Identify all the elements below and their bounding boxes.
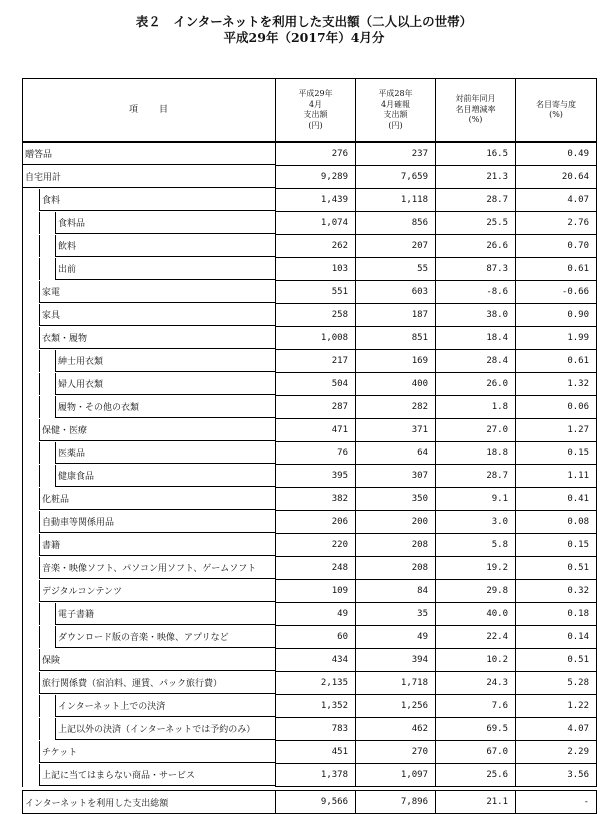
row-label-cell bbox=[23, 396, 276, 419]
cell-contribution: 1.22 bbox=[516, 695, 597, 718]
indent-guide bbox=[23, 488, 40, 510]
indent-guide bbox=[40, 603, 56, 625]
table-row bbox=[23, 695, 597, 718]
cell-yoy-rate: -8.6 bbox=[436, 281, 516, 304]
cell-2017-amount: 1,439 bbox=[276, 189, 356, 212]
cell-contribution: 0.51 bbox=[516, 649, 597, 672]
label-inner bbox=[23, 557, 275, 579]
label-inner bbox=[23, 143, 275, 165]
cell-contribution: 20.64 bbox=[516, 166, 597, 189]
cell-yoy-rate: 69.5 bbox=[436, 718, 516, 741]
label-inner bbox=[23, 189, 275, 211]
indent-guide bbox=[23, 695, 40, 717]
table-row bbox=[23, 580, 597, 603]
label-inner bbox=[23, 327, 275, 349]
header-line: 平成28年 bbox=[378, 89, 413, 98]
cell-2017-amount: 434 bbox=[276, 649, 356, 672]
indent-guide bbox=[23, 258, 40, 280]
cell-contribution: 2.29 bbox=[516, 741, 597, 764]
cell-2017-amount: 1,378 bbox=[276, 764, 356, 787]
cell-2016-amount: 350 bbox=[356, 488, 436, 511]
table-row bbox=[23, 396, 597, 419]
cell-2017-amount: 262 bbox=[276, 235, 356, 258]
table-row bbox=[23, 304, 597, 327]
indent-guide bbox=[23, 212, 40, 234]
row-label-cell bbox=[23, 373, 276, 396]
label-inner bbox=[23, 580, 275, 602]
header-line: (円) bbox=[388, 120, 403, 130]
cell-contribution: 4.07 bbox=[516, 718, 597, 741]
label-inner bbox=[23, 350, 275, 372]
label-inner bbox=[23, 235, 275, 257]
row-label-cell bbox=[23, 580, 276, 603]
header-2017-amount bbox=[276, 79, 356, 143]
header-item: 項 目 bbox=[23, 79, 276, 143]
total-2017: 9,566 bbox=[276, 791, 356, 814]
cell-yoy-rate: 10.2 bbox=[436, 649, 516, 672]
cell-2017-amount: 504 bbox=[276, 373, 356, 396]
cell-2017-amount: 220 bbox=[276, 534, 356, 557]
cell-yoy-rate: 7.6 bbox=[436, 695, 516, 718]
cell-2017-amount: 276 bbox=[276, 142, 356, 166]
label-inner bbox=[23, 281, 275, 303]
cell-contribution: 0.51 bbox=[516, 557, 597, 580]
label-inner bbox=[23, 764, 275, 786]
table-row bbox=[23, 465, 597, 488]
indent-guide bbox=[23, 304, 40, 326]
cell-contribution: 4.07 bbox=[516, 189, 597, 212]
row-label: デジタルコンテンツ bbox=[40, 580, 275, 602]
cell-contribution: 5.28 bbox=[516, 672, 597, 695]
cell-2017-amount: 60 bbox=[276, 626, 356, 649]
cell-2017-amount: 395 bbox=[276, 465, 356, 488]
header-line: 支出額 bbox=[383, 110, 408, 119]
indent-guide bbox=[23, 764, 40, 786]
table-row bbox=[23, 419, 597, 442]
header-line: (%) bbox=[468, 115, 483, 125]
row-label: 家電 bbox=[40, 281, 275, 303]
cell-2016-amount: 169 bbox=[356, 350, 436, 373]
row-label: 紳士用衣類 bbox=[56, 350, 275, 372]
row-label: 保険 bbox=[40, 649, 275, 671]
table-row bbox=[23, 212, 597, 235]
cell-yoy-rate: 27.0 bbox=[436, 419, 516, 442]
cell-yoy-rate: 38.0 bbox=[436, 304, 516, 327]
header-line: 4月確報 bbox=[380, 99, 411, 109]
label-inner bbox=[23, 419, 275, 441]
cell-2016-amount: 371 bbox=[356, 419, 436, 442]
cell-2017-amount: 103 bbox=[276, 258, 356, 281]
header-2016-amount bbox=[356, 79, 436, 143]
cell-2016-amount: 35 bbox=[356, 603, 436, 626]
indent-guide bbox=[23, 442, 40, 464]
cell-2017-amount: 258 bbox=[276, 304, 356, 327]
cell-contribution: 1.11 bbox=[516, 465, 597, 488]
indent-guide bbox=[40, 258, 56, 280]
cell-2017-amount: 1,074 bbox=[276, 212, 356, 235]
cell-2017-amount: 1,008 bbox=[276, 327, 356, 350]
header-line: 支出額 bbox=[303, 110, 328, 119]
cell-2016-amount: 851 bbox=[356, 327, 436, 350]
table-row bbox=[23, 442, 597, 465]
row-label-cell bbox=[23, 534, 276, 557]
label-inner bbox=[23, 695, 275, 717]
row-label-cell bbox=[23, 304, 276, 327]
cell-2016-amount: 462 bbox=[356, 718, 436, 741]
total-row bbox=[23, 791, 597, 814]
cell-contribution: 0.15 bbox=[516, 534, 597, 557]
cell-2016-amount: 1,718 bbox=[356, 672, 436, 695]
indent-guide bbox=[23, 557, 40, 579]
indent-guide bbox=[40, 212, 56, 234]
cell-yoy-rate: 26.0 bbox=[436, 373, 516, 396]
row-label: 音楽・映像ソフト、パソコン用ソフト、ゲームソフト bbox=[40, 557, 275, 579]
cell-2017-amount: 206 bbox=[276, 511, 356, 534]
cell-yoy-rate: 26.6 bbox=[436, 235, 516, 258]
indent-guide bbox=[23, 235, 40, 257]
label-inner bbox=[23, 442, 275, 464]
header-line: 対前年同月 bbox=[455, 94, 496, 104]
label-inner bbox=[23, 258, 275, 280]
indent-guide bbox=[23, 534, 40, 556]
cell-contribution: 0.18 bbox=[516, 603, 597, 626]
cell-2016-amount: 200 bbox=[356, 511, 436, 534]
row-label-cell bbox=[23, 419, 276, 442]
table-row bbox=[23, 718, 597, 741]
label-inner bbox=[23, 373, 275, 395]
header-line: (円) bbox=[308, 120, 323, 130]
cell-yoy-rate: 5.8 bbox=[436, 534, 516, 557]
row-label-cell bbox=[23, 603, 276, 626]
cell-yoy-rate: 87.3 bbox=[436, 258, 516, 281]
row-label: 飲料 bbox=[56, 235, 275, 257]
indent-guide bbox=[23, 465, 40, 487]
row-label-cell bbox=[23, 718, 276, 741]
row-label-cell bbox=[23, 649, 276, 672]
row-label-cell bbox=[23, 166, 276, 189]
cell-yoy-rate: 18.4 bbox=[436, 327, 516, 350]
cell-contribution: 3.56 bbox=[516, 764, 597, 787]
cell-contribution: 0.06 bbox=[516, 396, 597, 419]
table-row bbox=[23, 764, 597, 787]
indent-guide bbox=[23, 396, 40, 418]
cell-2017-amount: 248 bbox=[276, 557, 356, 580]
row-label: 医薬品 bbox=[56, 442, 275, 464]
row-label: 食料 bbox=[40, 189, 275, 211]
label-inner bbox=[23, 534, 275, 556]
indent-guide bbox=[40, 465, 56, 487]
cell-yoy-rate: 28.7 bbox=[436, 465, 516, 488]
row-label-cell bbox=[23, 511, 276, 534]
table-row bbox=[23, 281, 597, 304]
table-row bbox=[23, 373, 597, 396]
row-label: 贈答品 bbox=[23, 143, 275, 165]
row-label-cell bbox=[23, 626, 276, 649]
row-label: インターネット上での決済 bbox=[56, 695, 275, 717]
table-row bbox=[23, 189, 597, 212]
cell-contribution: 0.61 bbox=[516, 350, 597, 373]
indent-guide bbox=[40, 626, 56, 648]
cell-2016-amount: 49 bbox=[356, 626, 436, 649]
cell-yoy-rate: 29.8 bbox=[436, 580, 516, 603]
cell-yoy-rate: 21.3 bbox=[436, 166, 516, 189]
table-row bbox=[23, 649, 597, 672]
cell-2016-amount: 237 bbox=[356, 142, 436, 166]
table-row bbox=[23, 235, 597, 258]
label-inner bbox=[23, 488, 275, 510]
cell-2017-amount: 783 bbox=[276, 718, 356, 741]
cell-contribution: 0.15 bbox=[516, 442, 597, 465]
label-inner bbox=[23, 672, 275, 694]
indent-guide bbox=[23, 373, 40, 395]
cell-2016-amount: 400 bbox=[356, 373, 436, 396]
label-inner bbox=[23, 304, 275, 326]
cell-2016-amount: 270 bbox=[356, 741, 436, 764]
cell-contribution: 0.70 bbox=[516, 235, 597, 258]
row-label: 電子書籍 bbox=[56, 603, 275, 625]
cell-2017-amount: 382 bbox=[276, 488, 356, 511]
cell-yoy-rate: 25.5 bbox=[436, 212, 516, 235]
cell-2016-amount: 207 bbox=[356, 235, 436, 258]
row-label: ダウンロード版の音楽・映像、アプリなど bbox=[56, 626, 275, 648]
indent-guide bbox=[40, 373, 56, 395]
cell-2016-amount: 7,659 bbox=[356, 166, 436, 189]
cell-contribution: 0.90 bbox=[516, 304, 597, 327]
table-row bbox=[23, 741, 597, 764]
header-yoy-rate bbox=[436, 79, 516, 143]
row-label: 上記以外の決済（インターネットでは予約のみ） bbox=[56, 718, 275, 740]
row-label-cell bbox=[23, 350, 276, 373]
cell-yoy-rate: 19.2 bbox=[436, 557, 516, 580]
header-line: 名目増減率 bbox=[455, 104, 496, 114]
label-inner bbox=[23, 741, 275, 763]
row-label-cell bbox=[23, 212, 276, 235]
cell-contribution: 1.99 bbox=[516, 327, 597, 350]
cell-2016-amount: 55 bbox=[356, 258, 436, 281]
row-label-cell bbox=[23, 695, 276, 718]
indent-guide bbox=[23, 189, 40, 211]
cell-2017-amount: 451 bbox=[276, 741, 356, 764]
indent-guide bbox=[23, 350, 40, 372]
table-total bbox=[23, 787, 597, 814]
cell-yoy-rate: 18.8 bbox=[436, 442, 516, 465]
total-label-cell bbox=[23, 791, 276, 814]
cell-contribution: 0.61 bbox=[516, 258, 597, 281]
cell-contribution: 0.08 bbox=[516, 511, 597, 534]
indent-guide bbox=[40, 396, 56, 418]
label-inner bbox=[23, 465, 275, 487]
table-body bbox=[23, 142, 597, 787]
row-label-cell bbox=[23, 142, 276, 166]
spending-table bbox=[22, 78, 597, 814]
row-label: 自動車等関係用品 bbox=[40, 511, 275, 533]
label-inner bbox=[23, 511, 275, 533]
cell-yoy-rate: 67.0 bbox=[436, 741, 516, 764]
cell-contribution: 0.32 bbox=[516, 580, 597, 603]
indent-guide bbox=[23, 580, 40, 602]
row-label-cell bbox=[23, 557, 276, 580]
total-contrib: - bbox=[516, 791, 597, 814]
label-inner bbox=[23, 626, 275, 648]
table-row bbox=[23, 672, 597, 695]
cell-2016-amount: 307 bbox=[356, 465, 436, 488]
cell-yoy-rate: 24.3 bbox=[436, 672, 516, 695]
indent-guide bbox=[23, 327, 40, 349]
header-line: 名目寄与度 bbox=[536, 99, 576, 109]
total-2016: 7,896 bbox=[356, 791, 436, 814]
indent-guide bbox=[23, 718, 40, 740]
row-label-cell bbox=[23, 741, 276, 764]
indent-guide bbox=[40, 442, 56, 464]
row-label: 自宅用計 bbox=[23, 166, 275, 188]
row-label: 上記に当てはまらない商品・サービス bbox=[40, 764, 275, 786]
cell-yoy-rate: 28.4 bbox=[436, 350, 516, 373]
row-label: 化粧品 bbox=[40, 488, 275, 510]
cell-contribution: 1.27 bbox=[516, 419, 597, 442]
row-label-cell bbox=[23, 281, 276, 304]
cell-2017-amount: 9,289 bbox=[276, 166, 356, 189]
table-row bbox=[23, 166, 597, 189]
table-row bbox=[23, 511, 597, 534]
row-label-cell bbox=[23, 764, 276, 787]
cell-2016-amount: 1,118 bbox=[356, 189, 436, 212]
header-line: 4月 bbox=[308, 99, 323, 109]
cell-contribution: -0.66 bbox=[516, 281, 597, 304]
cell-yoy-rate: 22.4 bbox=[436, 626, 516, 649]
cell-yoy-rate: 9.1 bbox=[436, 488, 516, 511]
row-label-cell bbox=[23, 235, 276, 258]
table-row bbox=[23, 327, 597, 350]
total-rate: 21.1 bbox=[436, 791, 516, 814]
table-row bbox=[23, 626, 597, 649]
table-row bbox=[23, 258, 597, 281]
row-label-cell bbox=[23, 258, 276, 281]
row-label: 履物・その他の衣類 bbox=[56, 396, 275, 418]
cell-contribution: 2.76 bbox=[516, 212, 597, 235]
header-row bbox=[23, 79, 597, 143]
cell-2016-amount: 856 bbox=[356, 212, 436, 235]
table-title: 表２ インターネットを利用した支出額（二人以上の世帯） bbox=[135, 14, 473, 29]
cell-2016-amount: 187 bbox=[356, 304, 436, 327]
indent-guide bbox=[40, 350, 56, 372]
indent-guide bbox=[23, 603, 40, 625]
table-subtitle: 平成29年（2017年）4月分 bbox=[223, 30, 385, 45]
row-label-cell bbox=[23, 488, 276, 511]
cell-2017-amount: 217 bbox=[276, 350, 356, 373]
row-label: 衣類・履物 bbox=[40, 327, 275, 349]
cell-2016-amount: 64 bbox=[356, 442, 436, 465]
indent-guide bbox=[40, 695, 56, 717]
table-row bbox=[23, 142, 597, 166]
cell-contribution: 0.14 bbox=[516, 626, 597, 649]
cell-yoy-rate: 3.0 bbox=[436, 511, 516, 534]
header-line: (%) bbox=[549, 110, 563, 119]
row-label-cell bbox=[23, 189, 276, 212]
cell-yoy-rate: 1.8 bbox=[436, 396, 516, 419]
row-label: 食料品 bbox=[56, 212, 275, 234]
cell-2016-amount: 208 bbox=[356, 557, 436, 580]
indent-guide bbox=[23, 649, 40, 671]
cell-2017-amount: 551 bbox=[276, 281, 356, 304]
cell-contribution: 0.41 bbox=[516, 488, 597, 511]
row-label: 保健・医療 bbox=[40, 419, 275, 441]
cell-2017-amount: 109 bbox=[276, 580, 356, 603]
cell-2016-amount: 1,097 bbox=[356, 764, 436, 787]
row-label-cell bbox=[23, 465, 276, 488]
cell-2016-amount: 1,256 bbox=[356, 695, 436, 718]
indent-guide bbox=[23, 281, 40, 303]
label-inner bbox=[23, 718, 275, 740]
cell-2017-amount: 471 bbox=[276, 419, 356, 442]
indent-guide bbox=[23, 626, 40, 648]
table-row bbox=[23, 534, 597, 557]
table-row bbox=[23, 557, 597, 580]
label-inner bbox=[23, 603, 275, 625]
cell-2017-amount: 49 bbox=[276, 603, 356, 626]
cell-2017-amount: 76 bbox=[276, 442, 356, 465]
cell-2017-amount: 1,352 bbox=[276, 695, 356, 718]
row-label: 書籍 bbox=[40, 534, 275, 556]
row-label: 婦人用衣類 bbox=[56, 373, 275, 395]
indent-guide bbox=[23, 741, 40, 763]
row-label-cell bbox=[23, 672, 276, 695]
cell-contribution: 0.49 bbox=[516, 142, 597, 166]
total-label: インターネットを利用した支出総額 bbox=[25, 798, 169, 809]
cell-2016-amount: 603 bbox=[356, 281, 436, 304]
row-label-cell bbox=[23, 327, 276, 350]
table-row bbox=[23, 350, 597, 373]
cell-yoy-rate: 16.5 bbox=[436, 142, 516, 166]
table-row bbox=[23, 488, 597, 511]
cell-yoy-rate: 25.6 bbox=[436, 764, 516, 787]
row-label: 旅行関係費（宿泊料、運賃、パック旅行費） bbox=[40, 672, 275, 694]
indent-guide bbox=[23, 511, 40, 533]
label-inner bbox=[23, 166, 275, 188]
row-label: チケット bbox=[40, 741, 275, 763]
label-inner bbox=[23, 396, 275, 418]
cell-contribution: 1.32 bbox=[516, 373, 597, 396]
cell-2016-amount: 208 bbox=[356, 534, 436, 557]
label-inner bbox=[23, 649, 275, 671]
indent-guide bbox=[40, 718, 56, 740]
cell-2017-amount: 2,135 bbox=[276, 672, 356, 695]
header-line: 平成29年 bbox=[298, 89, 333, 98]
table-row bbox=[23, 603, 597, 626]
cell-yoy-rate: 40.0 bbox=[436, 603, 516, 626]
row-label-cell bbox=[23, 442, 276, 465]
label-inner bbox=[23, 212, 275, 234]
indent-guide bbox=[23, 419, 40, 441]
row-label: 健康食品 bbox=[56, 465, 275, 487]
cell-yoy-rate: 28.7 bbox=[436, 189, 516, 212]
cell-2016-amount: 282 bbox=[356, 396, 436, 419]
indent-guide bbox=[23, 672, 40, 694]
row-label: 出前 bbox=[56, 258, 275, 280]
cell-2016-amount: 394 bbox=[356, 649, 436, 672]
indent-guide bbox=[40, 235, 56, 257]
header-contribution bbox=[516, 79, 597, 143]
row-label: 家具 bbox=[40, 304, 275, 326]
cell-2017-amount: 287 bbox=[276, 396, 356, 419]
cell-2016-amount: 84 bbox=[356, 580, 436, 603]
